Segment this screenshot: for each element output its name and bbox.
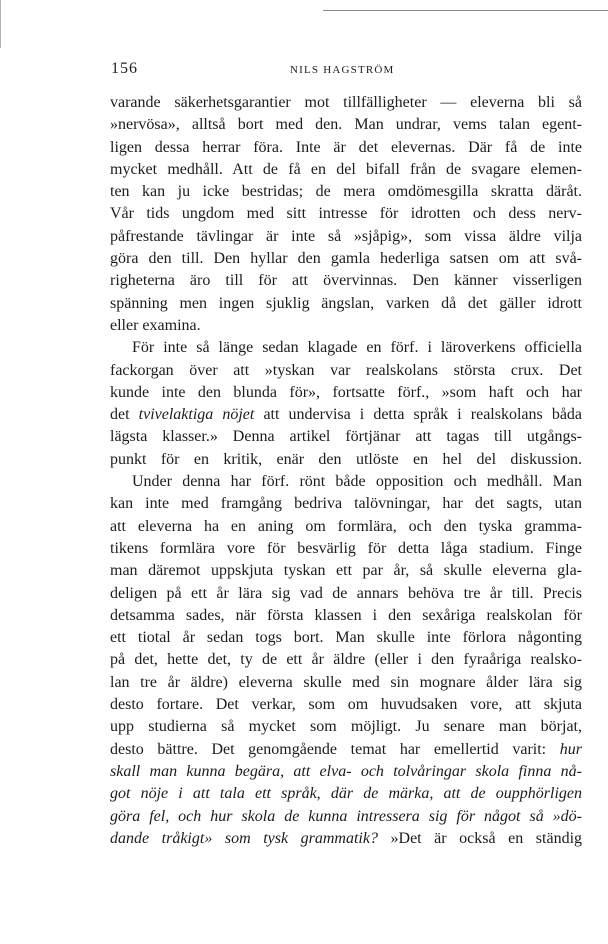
italic-text: göra fel, och hur skola de kunna intressera sig för något så »dö- — [110, 807, 582, 825]
text-line: ligen dessa herrar föra. Inte är det elevernas. Där få de inte — [110, 138, 582, 156]
text-line: dande tråkigt» som tysk grammatik? »Det är också en ständig — [110, 829, 583, 847]
text-line: desto bättre. Det genomgående temat har emellertid varit: hur — [110, 740, 582, 758]
text-line: tikens formlära vore för besvärlig för detta låga stadium. Finge — [110, 539, 582, 557]
text-line: fackorgan över att »tyskan var realskolans största crux. Det — [110, 361, 582, 379]
running-head: NILS HAGSTRÖM — [290, 64, 395, 76]
italic-text: hur — [559, 740, 582, 758]
body-text — [110, 92, 582, 850]
text-line — [110, 783, 582, 805]
text-line — [110, 806, 582, 828]
text-line: lägsta klasser.» Denna artikel förtjänar att tagas till utgångs- — [110, 428, 582, 446]
left-edge-rule — [0, 0, 1, 48]
text-line: kunde inte den blunda för», fortsatte förf., »som haft och har — [110, 383, 582, 401]
text-line: ten kan ju icke bestridas; de mera omdömesgilla skratta däråt. — [110, 183, 582, 201]
text-line — [110, 761, 582, 783]
text-line: kan inte med framgång bedriva talövningar, har det sagts, utan — [110, 495, 582, 513]
text-line: man däremot uppskjuta tyskan ett par år, så skulle eleverna gla- — [110, 562, 582, 580]
text-line: För inte så länge sedan klagade en förf. i läroverkens officiella — [132, 339, 582, 357]
text-line: Vår tids ungdom med sitt intresse för idrotten och dess nerv- — [110, 205, 582, 223]
text-line: eller examina. — [110, 316, 201, 334]
text-line: göra den till. Den hyllar den gamla hederliga satsen om att svå- — [110, 250, 582, 268]
italic-text: dande tråkigt» som tysk grammatik? — [110, 829, 378, 847]
text-line: lan tre år äldre) eleverna skulle med sin mognare ålder lära sig — [110, 673, 582, 691]
text-line: punkt för en kritik, enär den utlöste en hel del diskussion. — [110, 450, 582, 468]
italic-text: got nöje i att tala ett språk, där de märka, att de oupphörligen — [110, 785, 582, 803]
top-rule — [323, 10, 608, 11]
text-line: desto fortare. Det verkar, som om huvudsaken vore, att skjuta — [110, 696, 582, 714]
text-line: ett tiotal år sedan togs bort. Man skulle inte förlora någonting — [110, 629, 582, 647]
italic-text: tvivelaktiga nöjet — [138, 406, 255, 424]
text-line: Under denna har förf. rönt både opposition och medhåll. Man — [132, 473, 582, 491]
text-line: påfrestande tävlingar är inte så »sjåpig», som vissa äldre vilja — [110, 227, 582, 245]
text-line: detsamma sades, när första klassen i den sexåriga realskolan för — [110, 606, 582, 624]
text-line: på det, hette det, ty de ett år äldre (eller i den fyraåriga realsko- — [110, 651, 582, 669]
text-line: righeterna äro till för att övervinnas. Den känner visserligen — [110, 272, 582, 290]
text-line: varande säkerhetsgarantier mot tillfälligheter — eleverna bli så — [110, 94, 582, 111]
text-line: spänning men ingen sjuklig ängslan, varken då det gäller idrott — [110, 294, 582, 312]
text-line: att eleverna ha en aning om formlära, och den tyska gramma- — [110, 517, 582, 535]
italic-text: skall man kunna begära, att elva- och tolvåringar skola finna nå- — [110, 762, 582, 780]
text-line: mycket medhåll. Att de få en del bifall från de svagare elemen- — [110, 160, 582, 178]
text-line: deligen på ett år lära sig vad de annars behöva tre år till. Precis — [110, 584, 582, 602]
text-line: upp studierna så mycket som möjligt. Ju senare man börjat, — [110, 718, 582, 736]
page-number: 156 — [111, 60, 138, 77]
text-line: det tvivelaktiga nöjet att undervisa i detta språk i realskolans båda — [110, 406, 583, 424]
text-line: »nervösa», alltså bort med den. Man undrar, vems talan egent- — [110, 116, 582, 134]
